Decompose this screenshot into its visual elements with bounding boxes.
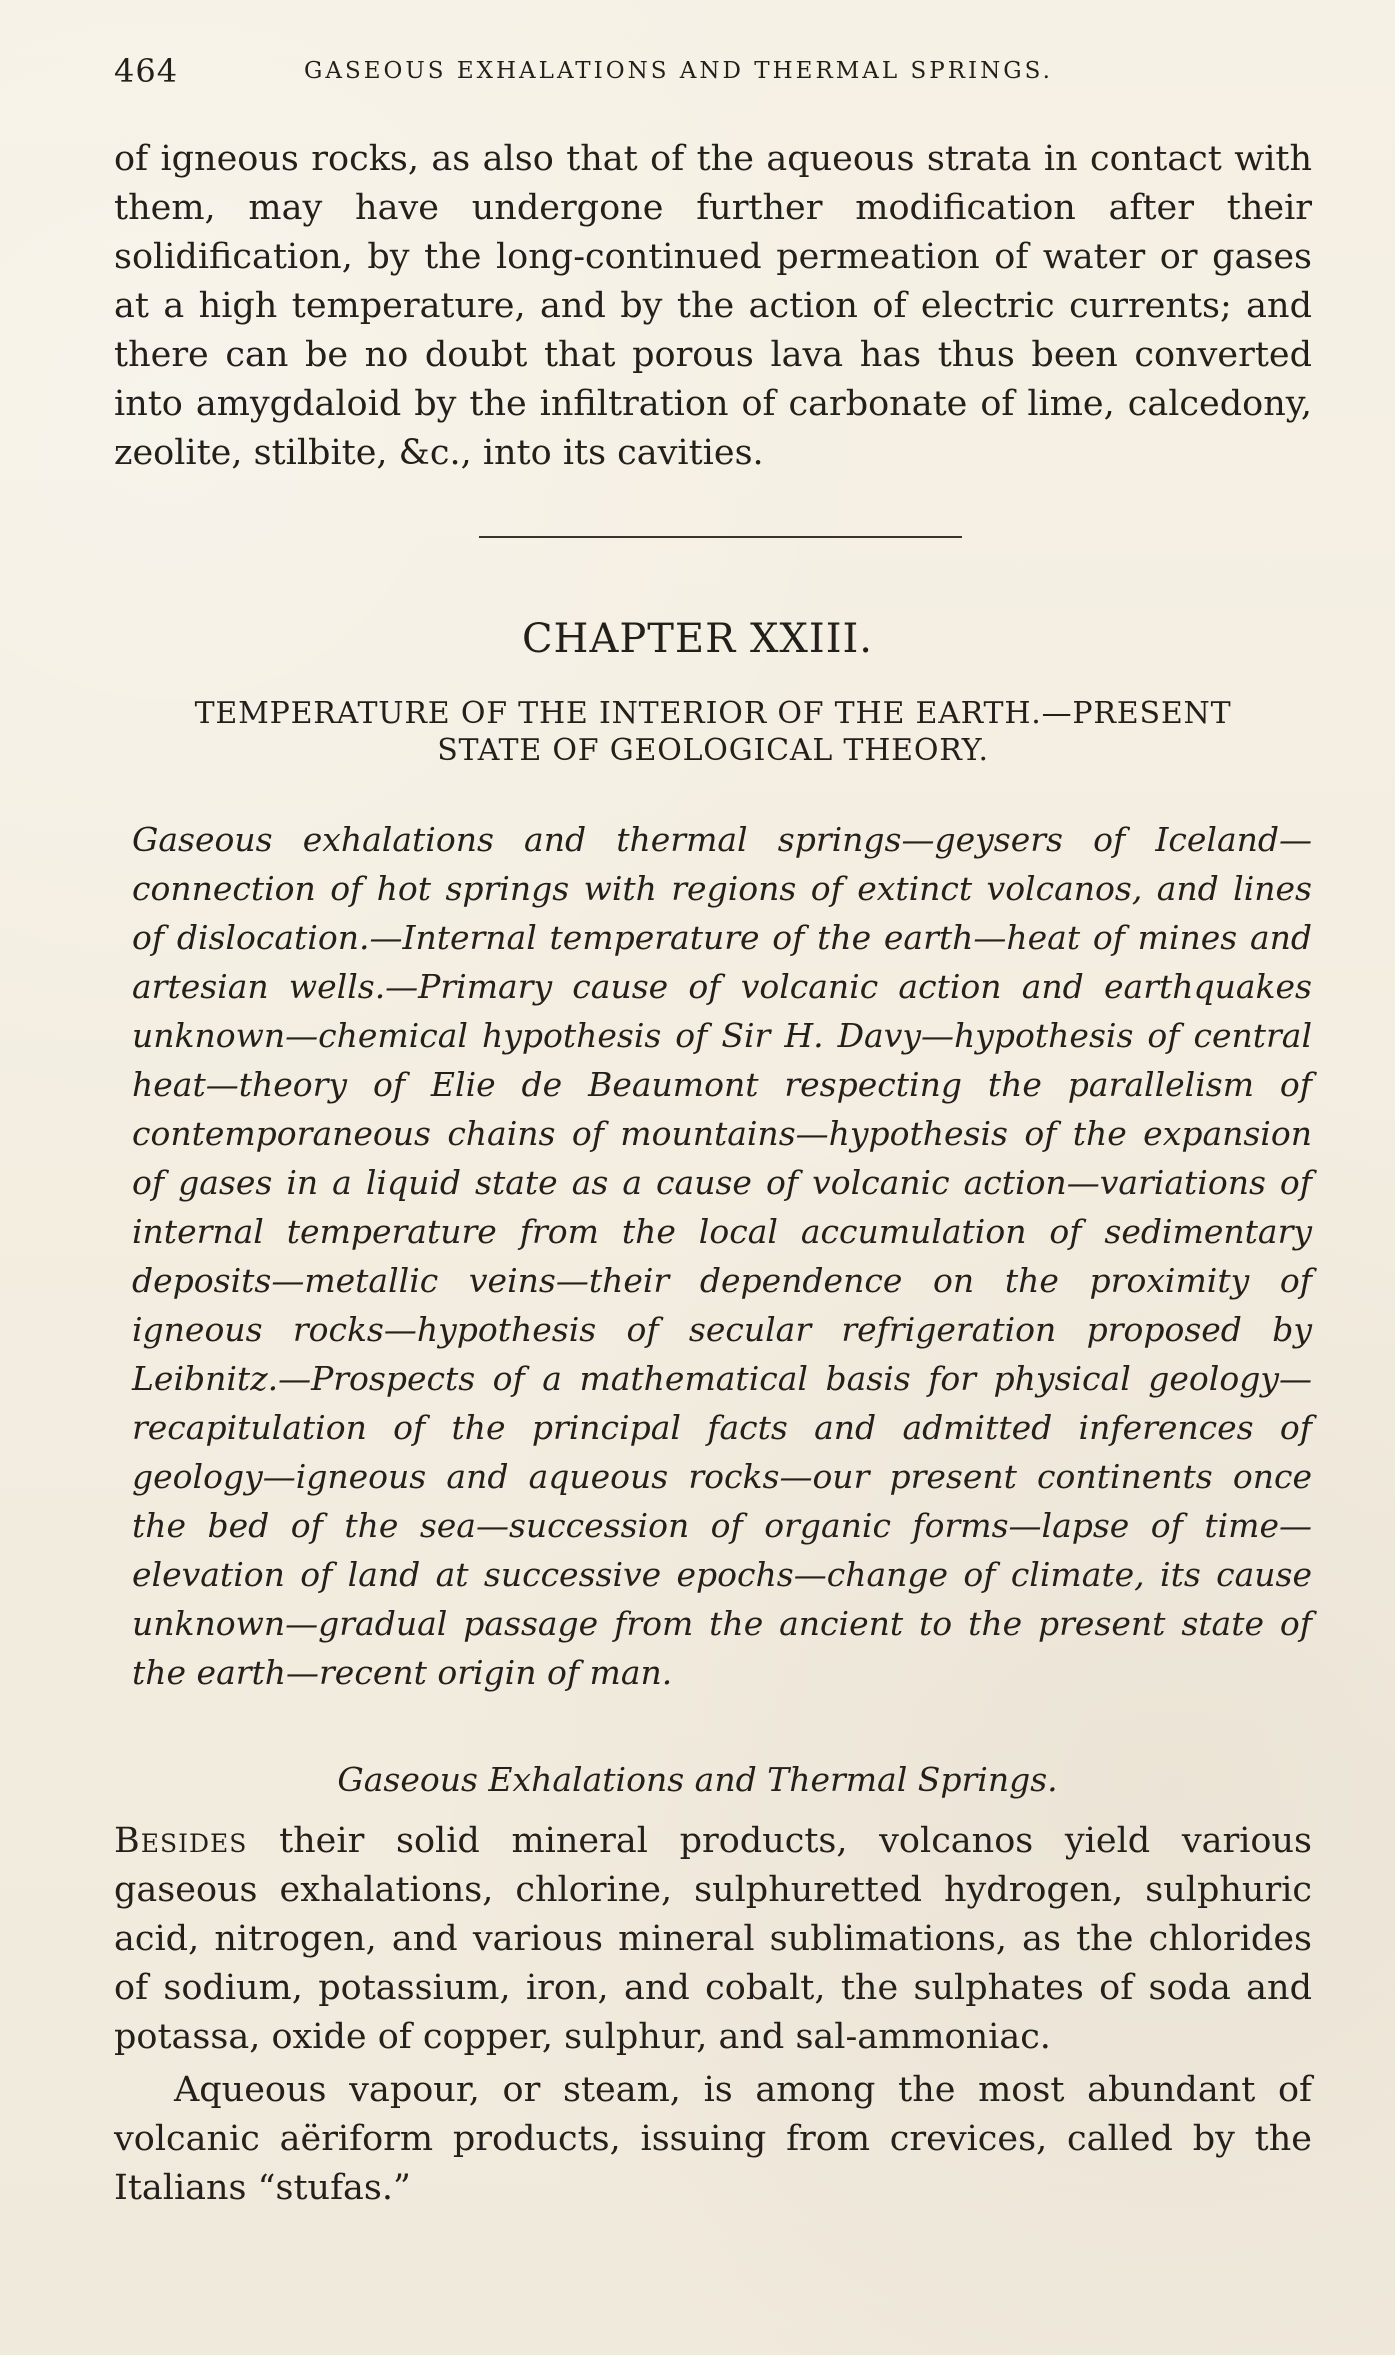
section-body <box>114 1817 1312 2213</box>
intro-paragraph: of igneous rocks, as also that of the aqueous strata in contact with them, may have undergone further modification after their solidification, by the long-continued permeation of water or gases at a high temperature, and by the action of electric currents; and there can be no doubt that porous lava has thus been converted into amygdaloid by the infiltration of carbonate of lime, calcedony, zeolite, stilbite, &c., into its cavities. <box>114 139 1312 473</box>
section-paragraph-2: Aqueous vapour, or steam, is among the most abundant of volcanic aëriform products, issuing from crevices, called by the Italians “stufas.” <box>114 2070 1312 2208</box>
chapter-title-line-1: TEMPERATURE OF THE INTERIOR OF THE EARTH.—PRESENT <box>194 696 1232 731</box>
section-paragraph-1-rest: their solid mineral products, volcanos yield various gaseous exhalations, chlorine, sulphuretted hydrogen, sulphuric acid, nitrogen, and various mineral sublimations, as the chlorides of sodium, potassium, iron, and cobalt, the sulphates of soda and potassa, oxide of copper, sulphur, and sal-ammoniac. <box>114 1821 1312 2057</box>
chapter-title <box>114 695 1312 769</box>
page-header <box>114 52 1322 92</box>
section-heading: Gaseous Exhalations and Thermal Springs. <box>337 1760 1058 1799</box>
section-paragraph-1 <box>114 1817 1312 2062</box>
page-number: 464 <box>114 52 179 90</box>
section-paragraph-1-lead: Besides <box>114 1821 248 1861</box>
chapter-heading: CHAPTER XXIII. <box>521 616 874 662</box>
section-divider <box>479 536 962 538</box>
intro-text-block <box>114 135 1312 478</box>
chapter-title-line-2: STATE OF GEOLOGICAL THEORY. <box>437 733 989 768</box>
running-head: GASEOUS EXHALATIONS AND THERMAL SPRINGS. <box>304 58 1053 84</box>
chapter-summary: Gaseous exhalations and thermal springs—geysers of Iceland—connection of hot springs with regions of extinct volcanos, and lines of dislocation.—Internal temperature of the earth—heat of mines and artesian wells.—Primary cause of volcanic action and earthquakes unknown—chemical hypothesis of Sir H. Davy—hypothesis of central heat—theory of Elie de Beaumont respecting the parallelism of contemporaneous chains of mountains—hypothesis of the expansion of gases in a liquid state as a cause of volcanic action—variations of internal temperature from the local accumulation of sedimentary deposits—metallic veins—their dependence on the proximity of igneous rocks—hypothesis of secular refrigeration proposed by Leibnitz.—Prospects of a mathematical basis for physical geology—recapitulation of the principal facts and admitted inferences of geology—igneous and aqueous rocks—our present continents once the bed of the sea—succession of organic forms—lapse of time—elevation of land at successive epochs—change of climate, its cause unknown—gradual passage from the ancient to the present state of the earth—recent origin of man. <box>132 820 1312 1692</box>
